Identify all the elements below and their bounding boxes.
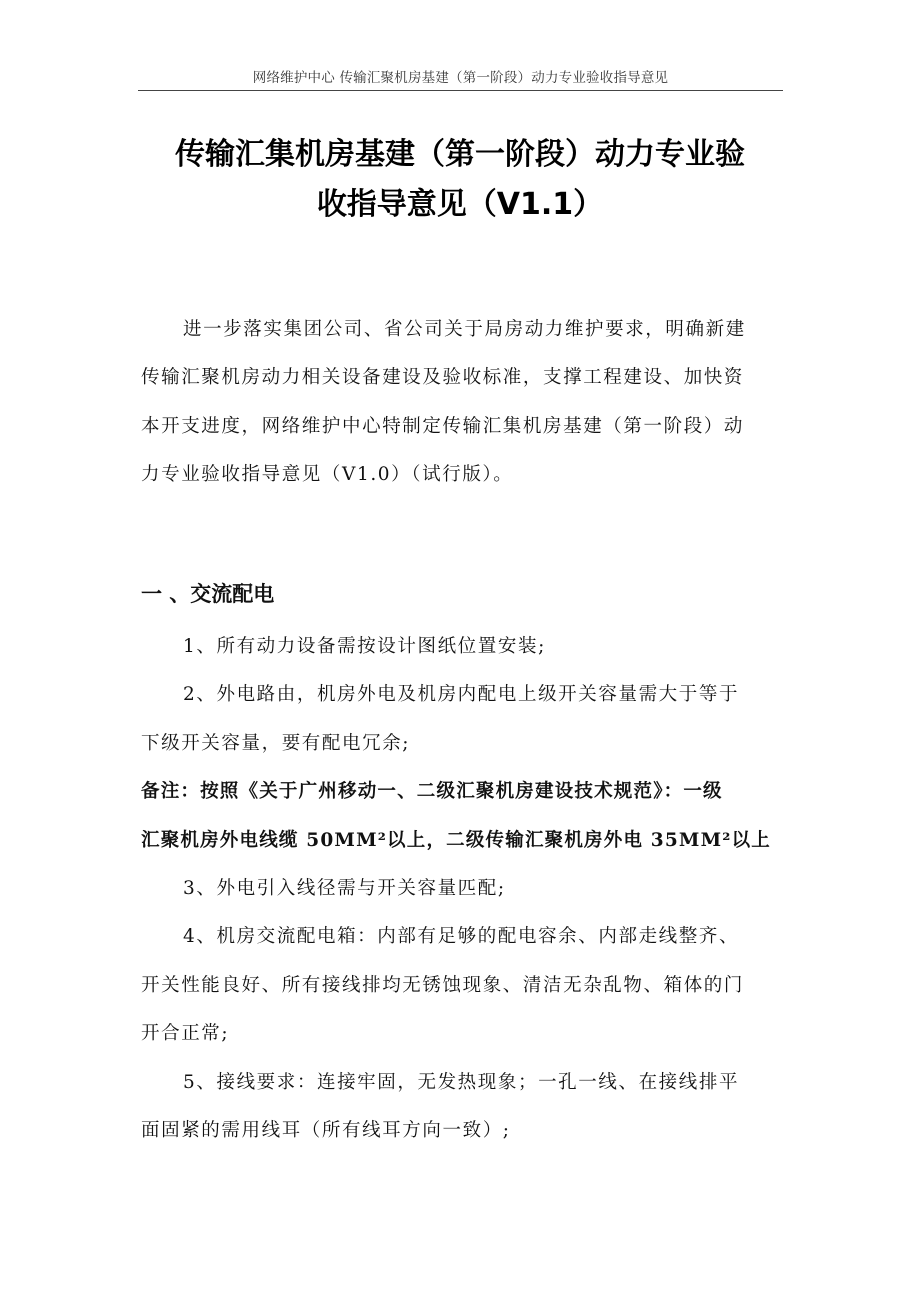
- item-1: 1、所有动力设备需按设计图纸位置安装;: [183, 636, 546, 657]
- item-2-line-2: 下级开关容量，要有配电冗余;: [141, 732, 411, 754]
- intro-line-4: 力专业验收指导意见（V1.0）（试行版）。: [141, 464, 514, 486]
- section-items: [141, 623, 785, 1155]
- intro-paragraph: [141, 306, 785, 500]
- item-3: 3、外电引入线径需与开关容量匹配;: [183, 878, 506, 900]
- document-title: [110, 130, 810, 230]
- section-heading-ac-distribution: 一 、交流配电: [141, 582, 275, 606]
- item-5-line-1: 5、接线要求：连接牢固，无发热现象；一孔一线、在接线排平: [183, 1071, 740, 1093]
- item-2-line-1: 2、外电路由，机房外电及机房内配电上级开关容量需大于等于: [183, 684, 740, 706]
- running-header: 网络维护中心 传输汇聚机房基建（第一阶段）动力专业验收指导意见: [252, 70, 669, 86]
- note-line-2: 汇聚机房外电线缆 50MM²以上，二级传输汇聚机房外电 35MM²以上: [141, 829, 771, 851]
- intro-line-1: 进一步落实集团公司、省公司关于局房动力维护要求，明确新建: [183, 319, 746, 340]
- intro-line-2: 传输汇聚机房动力相关设备建设及验收标准，支撑工程建设、加快资: [141, 367, 745, 389]
- intro-line-3: 本开支进度，网络维护中心特制定传输汇集机房基建（第一阶段）动: [141, 415, 745, 437]
- header-rule: [138, 90, 783, 91]
- item-5-line-2: 面固紧的需用线耳（所有线耳方向一致）;: [141, 1120, 511, 1142]
- item-4-line-3: 开合正常;: [141, 1023, 230, 1045]
- item-4-line-1: 4、机房交流配电箱：内部有足够的配电容余、内部走线整齐、: [183, 926, 740, 948]
- note-line-1: 备注：按照《关于广州移动一、二级汇聚机房建设技术规范》：一级: [141, 781, 723, 803]
- item-4-line-2: 开关性能良好、所有接线排均无锈蚀现象、清洁无杂乱物、箱体的门: [141, 974, 745, 996]
- title-line-2: 收指导意见（V1.1）: [316, 187, 604, 222]
- title-line-1: 传输汇集机房基建（第一阶段）动力专业验: [175, 137, 745, 172]
